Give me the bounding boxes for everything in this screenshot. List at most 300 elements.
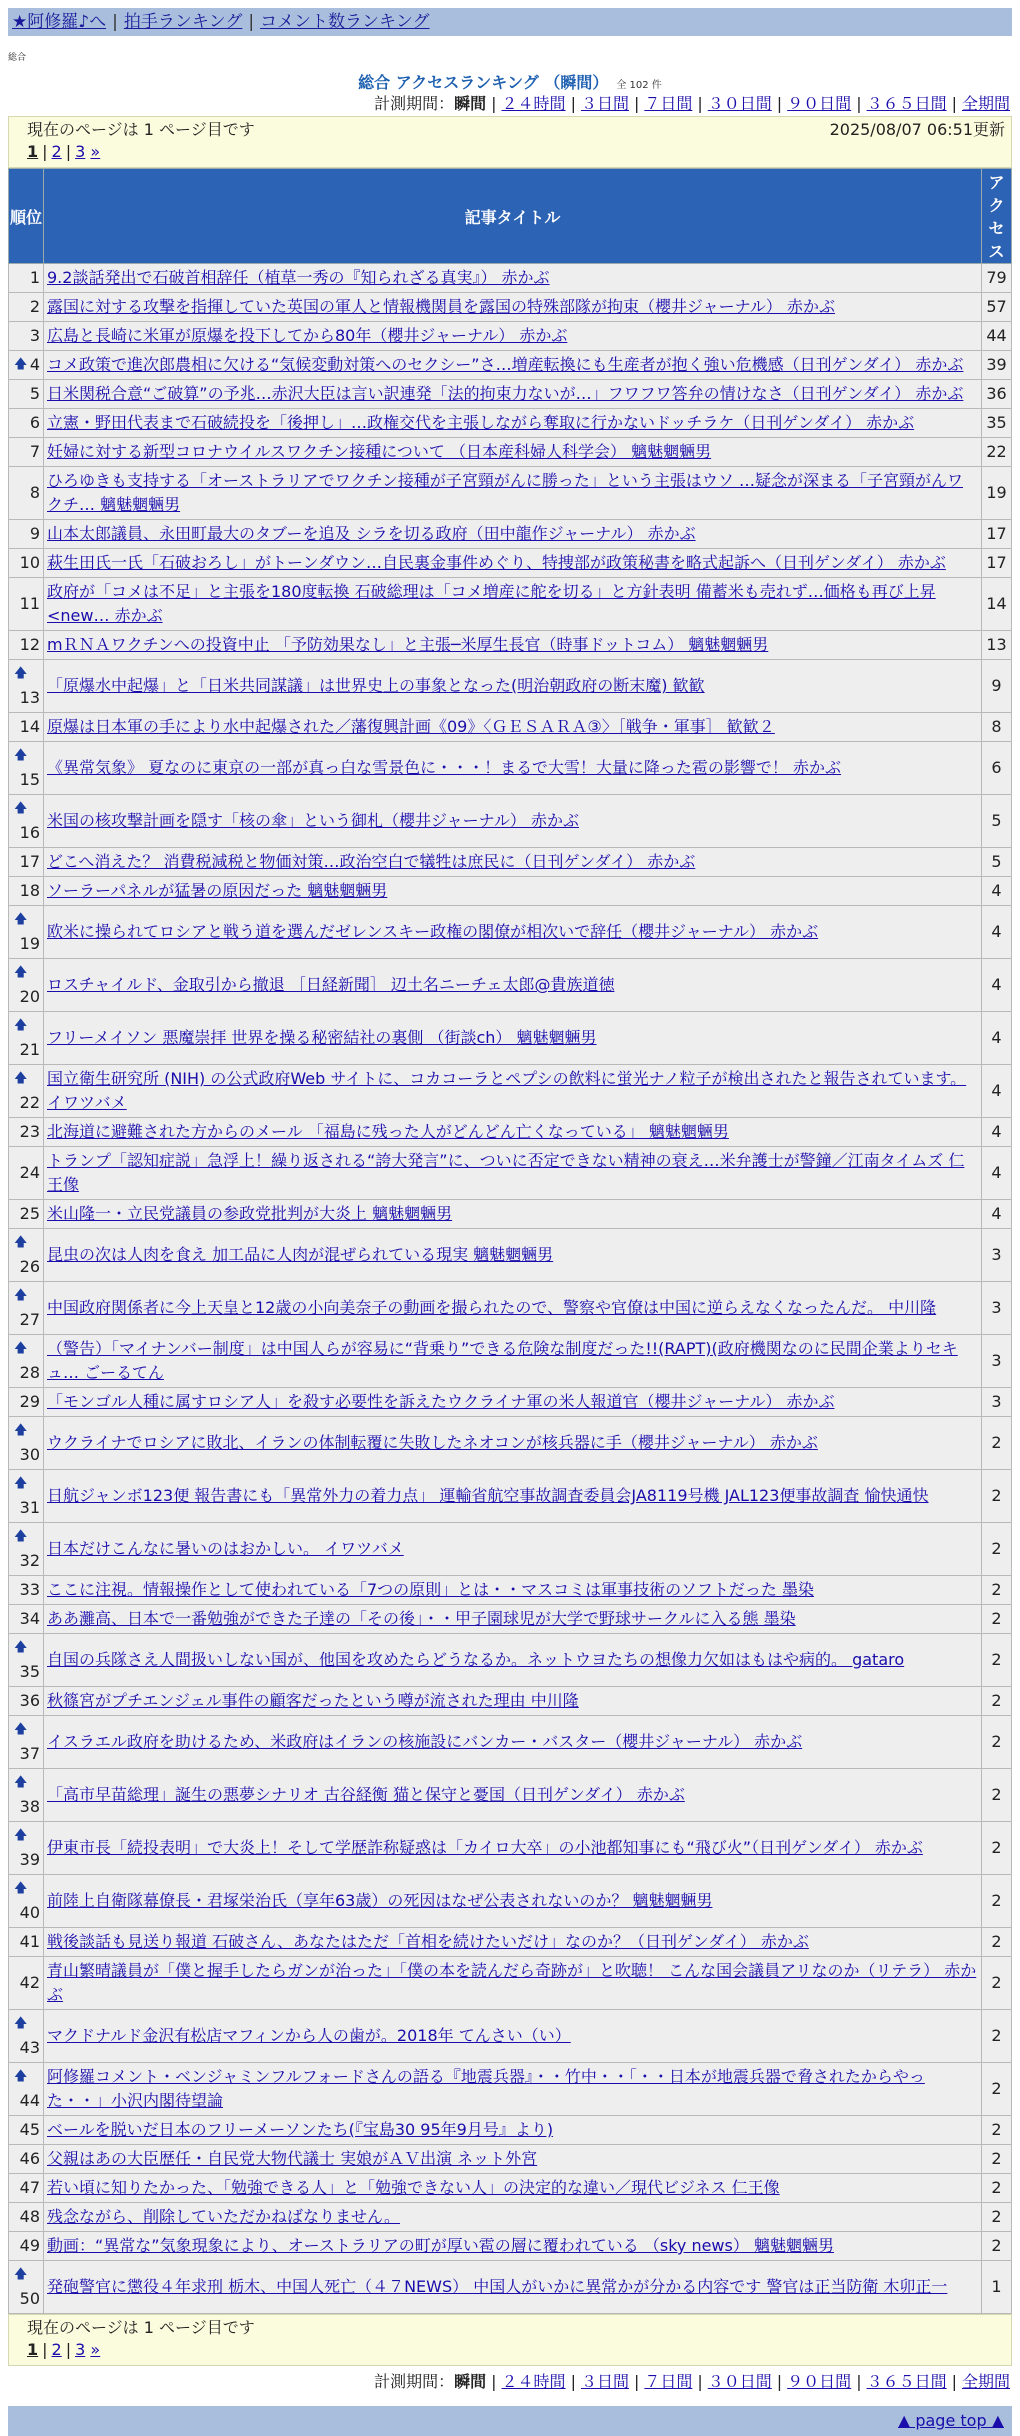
pagination [27,141,1005,163]
article-link[interactable]: 北海道に避難された方からのメール 「福島に残った人がどんどん亡くなっている」 魑魅魍魎男 [47,1122,729,1141]
rank-cell [9,2203,44,2232]
table-row [9,2010,1012,2063]
article-link[interactable]: 米国の核攻撃計画を隠す「核の傘」という御札（櫻井ジャーナル） 赤かぶ [47,811,579,830]
table-row [9,1470,1012,1523]
title-cell [44,1012,982,1065]
rank-cell [9,549,44,578]
access-count: 2 [982,1822,1012,1875]
arrow-up-icon: 🡅 [14,1722,28,1737]
period-separator: | [570,94,576,113]
access-count: 14 [982,578,1012,631]
page-number-link[interactable]: 3 [75,142,86,161]
table-row [9,959,1012,1012]
rank-number: 28 [19,1363,40,1382]
arrow-up-icon: 🡅 [14,1881,28,1896]
access-count: 3 [982,1282,1012,1335]
access-count: 17 [982,549,1012,578]
arrow-up-icon: 🡅 [14,965,28,980]
title-cell [44,1118,982,1147]
article-link[interactable]: どこへ消えた？ 消費税減税と物価対策…政治空白で犠牲は庶民に（日刊ゲンダイ） 赤かぶ [47,852,696,871]
table-row [9,1576,1012,1605]
period-option-link[interactable]: ３日間 [580,94,629,113]
article-link[interactable]: 立憲・野田代表まで石破続投を「後押し」…政権交代を主張しながら奪取に行かないドッチラケ（日刊ゲンダイ） 赤かぶ [47,413,915,432]
rank-cell [9,1957,44,2010]
access-count: 4 [982,877,1012,906]
table-row [9,549,1012,578]
period-option-link[interactable]: ３６５日間 [866,94,947,113]
access-count: 3 [982,1229,1012,1282]
rank-number: 15 [19,770,40,789]
access-count: 5 [982,795,1012,848]
rank-cell [9,578,44,631]
table-row [9,1229,1012,1282]
table-row [9,2116,1012,2145]
page-number-current: 1 [27,2340,39,2359]
title-cell [44,1875,982,1928]
access-count: 2 [982,1957,1012,2010]
arrow-up-icon: 🡅 [14,1341,28,1356]
article-link[interactable]: 発砲警官に懲役４年求刑 栃木、中国人死亡（４７NEWS） 中国人がいかに異常かが分かる内容です 警官は正当防衛 木卯正一 [47,2277,948,2296]
rank-cell [9,1200,44,1229]
access-count: 2 [982,1470,1012,1523]
rank-number: 7 [29,442,40,461]
access-count: 2 [982,1523,1012,1576]
period-option-link[interactable]: ７日間 [644,94,693,113]
rank-cell [9,1147,44,1200]
rank-cell [9,1388,44,1417]
title-cell [44,1523,982,1576]
period-separator: | [633,2372,640,2391]
table-row [9,1716,1012,1769]
article-link[interactable]: トランプ「認知症説」急浮上！繰り返される“誇大発言”に、ついに否定できない精神の衰え…米弁護士が警鐘／江南タイムズ 仁王像 [47,1151,965,1194]
title-cell [44,660,982,713]
period-option-current: 瞬間 [454,2372,487,2391]
rank-number: 23 [19,1122,40,1141]
article-link[interactable]: ベールを脱いだ日本のフリーメーソンたち(『宝島30 95年9月号』より) [47,2120,554,2139]
article-link[interactable]: mＲＮＡワクチンへの投資中止 「予防効果なし」と主張─米厚生長官（時事ドットコム） 魑魅魍魎男 [47,635,769,654]
access-count: 19 [982,467,1012,520]
article-link[interactable]: 秋篠宮がプチエンジェル事件の顧客だったという噂が流された理由 中川隆 [47,1691,579,1710]
article-link[interactable]: 中国政府関係者に今上天皇と12歳の小向美奈子の動画を撮られたので、警察や官僚は中国に逆らえなくなったんだ。 中川隆 [47,1298,937,1317]
nav-separator: | [248,12,255,32]
rank-cell [9,409,44,438]
rank-cell [9,2261,44,2314]
access-count: 2 [982,1875,1012,1928]
rank-cell [9,2174,44,2203]
title-cell [44,1634,982,1687]
period-option-link[interactable]: ７日間 [644,2372,693,2391]
access-count: 3 [982,1335,1012,1388]
access-count: 9 [982,660,1012,713]
title-cell [44,1928,982,1957]
footer-bar [8,2406,1012,2436]
rank-number: 17 [19,852,40,871]
title-cell [44,1417,982,1470]
rank-number: 32 [19,1551,40,1570]
table-row [9,848,1012,877]
arrow-up-icon: 🡅 [14,1288,28,1303]
title-cell [44,438,982,467]
article-link[interactable]: コメ政策で進次郎農相に欠ける“気候変動対策へのセクシー”さ…増産転換にも生産者が抱く強い危機感（日刊ゲンダイ） 赤かぶ [47,355,964,374]
title-cell [44,1576,982,1605]
article-link[interactable]: マクドナルド金沢有松店マフィンから人の歯が。2018年 てんさい（い） [47,2026,571,2045]
article-link[interactable]: 国立衛生研究所 (NIH) の公式政府Web サイトに、コカコーラとペプシの飲料に蛍光ナノ粒子が検出されたと報告されています。 イワツバメ [47,1069,967,1112]
rank-cell [9,2145,44,2174]
rank-cell [9,660,44,713]
rank-number: 24 [19,1163,40,1182]
title-cell [44,322,982,351]
page-number-link[interactable]: 3 [75,2340,86,2359]
article-link[interactable]: 自国の兵隊さえ人間扱いしない国が、他国を攻めたらどうなるか。ネットウヨたちの想像力欠如はもはや病的。 gataro [47,1650,905,1669]
article-link[interactable]: 残念ながら、削除していただかねばなりません。 [47,2207,400,2226]
title-cell [44,1282,982,1335]
access-header: アクセス [982,169,1012,264]
rank-cell [9,1605,44,1634]
table-row [9,660,1012,713]
period-separator: | [856,94,862,113]
rank-number: 10 [19,553,40,572]
arrow-up-icon: 🡅 [14,1828,28,1843]
access-count: 2 [982,1928,1012,1957]
title-cell [44,467,982,520]
period-separator: | [951,2372,957,2391]
access-count: 35 [982,409,1012,438]
title-cell [44,2203,982,2232]
title-cell [44,1822,982,1875]
table-row [9,264,1012,293]
title-cell [44,1687,982,1716]
title-cell [44,1470,982,1523]
article-link[interactable]: （警告）「マイナンバー制度」は中国人らが容易に“背乗り”できる危険な制度だった!!(RAPT)(政府機関なのに民間企業よりセキュ… ごーるてん [47,1339,958,1382]
period-separator: | [633,94,640,113]
title-cell [44,1065,982,1118]
title-cell [44,959,982,1012]
rank-number: 49 [19,2236,40,2255]
table-row [9,631,1012,660]
clap-ranking-link[interactable]: 拍手ランキング [123,12,243,32]
rank-cell [9,795,44,848]
period-separator: | [697,2372,703,2391]
table-row [9,2203,1012,2232]
article-link[interactable]: 9.2談話発出で石破首相辞任（植草一秀の『知られざる真実』） 赤かぶ [47,268,550,287]
rank-number: 12 [19,635,40,654]
title-cell [44,1716,982,1769]
period-separator: | [491,94,497,113]
rank-number: 38 [19,1797,40,1816]
rank-number: 34 [19,1609,40,1628]
article-link[interactable]: イスラエル政府を助けるため、米政府はイランの核施設にバンカー・バスター（櫻井ジャーナル） 赤かぶ [47,1732,803,1751]
article-link[interactable]: 政府が「コメは不足」と主張を180度転換 石破総理は「コメ増産に舵を切る」と方針表明 備蓄米も売れず…価格も再び上昇<new… 赤かぶ [47,582,936,625]
article-link[interactable]: 「高市早苗総理」誕生の悪夢シナリオ 古谷経衡 猫と保守と憂国（日刊ゲンダイ） 赤かぶ [47,1785,685,1804]
article-link[interactable]: 青山繁晴議員が「僕と握手したらガンが治った」「僕の本を読んだら奇跡が」と吹聴！ こんな国会議員アリなのか（リテラ） 赤かぶ [47,1961,977,2004]
access-count: 57 [982,293,1012,322]
rank-number: 50 [19,2289,40,2308]
rank-number: 4 [29,355,40,374]
period-separator: | [776,94,783,113]
table-row [9,1605,1012,1634]
article-link[interactable]: 《異常気象》 夏なのに東京の一部が真っ白な雪景色に・・・！まるで大雪！大量に降った雹の影響で！ 赤かぶ [47,758,842,777]
rank-number: 21 [19,1040,40,1059]
table-row [9,1523,1012,1576]
table-row [9,1012,1012,1065]
rank-number: 20 [19,987,40,1006]
table-row [9,2174,1012,2203]
pagination [27,2339,1005,2361]
period-option-link[interactable]: 全期間 [961,2372,1010,2391]
access-count: 6 [982,742,1012,795]
article-link[interactable]: 原爆は日本軍の手により水中起爆された／藩復興計画《09》〈ＧＥＳＡＲＡ③〉［戦争・軍事］ 歓歓２ [47,717,775,736]
article-link[interactable]: 若い頃に知りたかった、「勉強できる人」と「勉強できない人」の決定的な違い／現代ビジネス 仁王像 [47,2178,780,2197]
rank-cell [9,631,44,660]
period-selector-bottom [0,2370,1010,2394]
rank-number: 5 [29,384,40,403]
title-header: 記事タイトル [44,169,982,264]
table-row [9,1928,1012,1957]
table-row [9,1417,1012,1470]
arrow-up-icon: 🡅 [14,1018,28,1033]
article-link[interactable]: 「原爆水中起爆」と「日米共同謀議」は世界史上の事象となった(明治朝政府の断末魔) 歓歓 [47,676,705,695]
article-link[interactable]: ロスチャイルド、金取引から撤退 ［日経新聞］ 辺土名ニーチェ太郎@貴族道徳 [47,975,615,994]
title-cell [44,1388,982,1417]
title-cell [44,713,982,742]
period-option-link[interactable]: ３日間 [580,2372,629,2391]
title-cell [44,1229,982,1282]
title-cell [44,2010,982,2063]
article-link[interactable]: 昆虫の次は人肉を食え 加工品に人肉が混ぜられている現実 魑魅魍魎男 [47,1245,554,1264]
table-row [9,1957,1012,2010]
article-link[interactable]: 父親はあの大臣歴任・自民党大物代議士 実娘がＡＶ出演 ネット外宮 [47,2149,538,2168]
rank-number: 8 [29,483,40,502]
rank-number: 43 [19,2038,40,2057]
rank-number: 30 [19,1445,40,1464]
rank-number: 9 [29,524,40,543]
period-option-current: 瞬間 [454,94,487,113]
table-row [9,906,1012,959]
title-cell [44,877,982,906]
period-option-link[interactable]: ２４時間 [501,94,566,113]
table-row [9,1388,1012,1417]
total-count: 全 102 件 [616,80,662,91]
rank-cell [9,2232,44,2261]
title-cell [44,1957,982,2010]
page-separator: | [65,142,72,161]
table-row [9,795,1012,848]
rank-header: 順位 [9,169,44,264]
table-row [9,2261,1012,2314]
rank-cell [9,906,44,959]
arrow-up-icon: 🡅 [14,1529,28,1544]
rank-number: 35 [19,1662,40,1681]
access-count: 22 [982,438,1012,467]
title-cell [44,1200,982,1229]
table-row [9,1822,1012,1875]
rank-cell [9,848,44,877]
access-count: 4 [982,1012,1012,1065]
home-link[interactable]: ★阿修羅♪へ [12,12,107,32]
article-link[interactable]: 欧米に操られてロシアと戦う道を選んだゼレンスキー政権の閣僚が相次いで辞任（櫻井ジャーナル） 赤かぶ [47,922,819,941]
period-option-link[interactable]: ９０日間 [787,94,852,113]
access-count: 3 [982,1388,1012,1417]
article-link[interactable]: 米山隆一・立民党議員の参政党批判が大炎上 魑魅魍魎男 [47,1204,453,1223]
arrow-up-icon: 🡅 [14,1775,28,1790]
page-info-box-bottom [8,2314,1012,2366]
next-page-link[interactable]: » [90,142,101,161]
rank-cell [9,1875,44,1928]
updated-timestamp: 2025/08/07 06:51更新 [829,120,1005,139]
period-separator: | [697,94,703,113]
article-link[interactable]: 動画：“異常な”気象現象により、オーストラリアの町が厚い雹の層に覆われている （sky news） 魑魅魍魎男 [47,2236,834,2255]
table-row [9,1282,1012,1335]
arrow-up-icon: 🡅 [14,357,28,372]
access-count: 4 [982,959,1012,1012]
title-cell [44,631,982,660]
page-number-link[interactable]: 2 [51,2340,62,2359]
rank-cell [9,1576,44,1605]
article-link[interactable]: 戦後談話も見送り報道 石破さん、あなたはただ「首相を続けたいだけ」なのか？（日刊ゲンダイ） 赤かぶ [47,1932,809,1951]
article-link[interactable]: 伊東市長「続投表明」で大炎上！そして学歴詐称疑惑は「カイロ大卒」の小池都知事にも“飛び火”（日刊ゲンダイ） 赤かぶ [47,1838,923,1857]
access-count: 4 [982,1118,1012,1147]
rank-cell [9,1928,44,1957]
rank-cell [9,1687,44,1716]
article-link[interactable]: ここに注視。情報操作として使われている「7つの原則」とは・・マスコミは軍事技術のソフトだった 墨染 [47,1580,814,1599]
page-separator: | [65,2340,72,2359]
table-row [9,1200,1012,1229]
access-count: 2 [982,1417,1012,1470]
table-row [9,742,1012,795]
article-link[interactable]: 日米関税合意“ご破算”の予兆…赤沢大臣は言い訳連発「法的拘束力ないが…」フワフワ答弁の情けなさ（日刊ゲンダイ） 赤かぶ [47,384,964,403]
period-option-link[interactable]: ３０日間 [707,94,772,113]
table-row [9,1065,1012,1118]
rank-number: 41 [19,1932,40,1951]
title-cell [44,2116,982,2145]
table-row [9,293,1012,322]
access-count: 8 [982,713,1012,742]
arrow-up-icon: 🡅 [14,1071,28,1086]
period-option-link[interactable]: ３６５日間 [866,2372,947,2391]
page-top-link[interactable]: ▲ page top ▲ [897,2411,1004,2430]
article-link[interactable]: 山本太郎議員、永田町最大のタブーを追及 シラを切る政府（田中龍作ジャーナル） 赤かぶ [47,524,696,543]
arrow-up-icon: 🡅 [14,2267,28,2282]
arrow-up-icon: 🡅 [14,801,28,816]
rank-number: 40 [19,1903,40,1922]
rank-cell [9,293,44,322]
access-count: 4 [982,1065,1012,1118]
category-label: 総合 [8,53,27,63]
title-cell [44,906,982,959]
title-cell [44,795,982,848]
title-cell [44,293,982,322]
period-option-link[interactable]: ２４時間 [501,2372,566,2391]
access-count: 1 [982,2261,1012,2314]
access-count: 2 [982,2232,1012,2261]
rank-cell [9,1470,44,1523]
current-page-text: 現在のページは 1 ページ目です [27,120,255,139]
rank-cell [9,2063,44,2116]
period-option-link[interactable]: ３０日間 [707,2372,772,2391]
rank-cell [9,1282,44,1335]
article-link[interactable]: 日本だけこんなに暑いのはおかしい。 イワツバメ [47,1539,404,1558]
access-count: 2 [982,2203,1012,2232]
rank-number: 45 [19,2120,40,2139]
arrow-up-icon: 🡅 [14,1640,28,1655]
access-count: 13 [982,631,1012,660]
rank-cell [9,1229,44,1282]
access-count: 2 [982,2145,1012,2174]
rank-cell [9,713,44,742]
table-row [9,409,1012,438]
article-link[interactable]: ひろゆきも支持する「オーストラリアでワクチン接種が子宮頸がんに勝った」という主張はウソ …疑念が深まる「子宮頸がんワクチ… 魑魅魍魎男 [47,471,963,514]
rank-cell [9,1822,44,1875]
rank-cell [9,1012,44,1065]
access-count: 5 [982,848,1012,877]
title-cell [44,742,982,795]
access-count: 36 [982,380,1012,409]
rank-cell [9,467,44,520]
period-option-link[interactable]: 全期間 [961,94,1010,113]
period-separator: | [776,2372,783,2391]
current-page-text: 現在のページは 1 ページ目です [27,2318,255,2337]
period-separator: | [570,2372,576,2391]
table-header-row [9,169,1012,264]
period-label: 計測期間： [374,2372,455,2391]
period-selector [0,92,1010,116]
rank-number: 2 [29,297,40,316]
table-row [9,2232,1012,2261]
comment-ranking-link[interactable]: コメント数ランキング [260,12,430,32]
access-count: 4 [982,906,1012,959]
article-link[interactable]: 阿修羅コメント・ベンジャミンフルフォードさんの語る『地震兵器』・・竹中・・「・・日本が地震兵器で脅されたからやった・・」小沢内閣待望論 [47,2067,925,2110]
rank-number: 14 [19,717,40,736]
access-count: 4 [982,1200,1012,1229]
page-number-link[interactable]: 2 [51,142,62,161]
article-link[interactable]: 妊婦に対する新型コロナウイルスワクチン接種について （日本産科婦人科学会） 魑魅魍魎男 [47,442,712,461]
article-link[interactable]: 広島と長崎に米軍が原爆を投下してから80年（櫻井ジャーナル） 赤かぶ [47,326,568,345]
rank-number: 44 [19,2091,40,2110]
table-row [9,520,1012,549]
title-cell [44,264,982,293]
rank-number: 39 [19,1850,40,1869]
rank-cell [9,1716,44,1769]
period-label: 計測期間： [374,94,455,113]
access-count: 2 [982,1634,1012,1687]
title-cell [44,2232,982,2261]
article-link[interactable]: 「モンゴル人種に属すロシア人」を殺す必要性を訴えたウクライナ軍の米人報道官（櫻井ジャーナル） 赤かぶ [47,1392,835,1411]
article-link[interactable]: 前陸上自衛隊幕僚長・君塚栄治氏（享年63歳）の死因はなぜ公表されないのか？ 魑魅魍魎男 [47,1891,713,1910]
table-row [9,713,1012,742]
article-link[interactable]: ああ灘高、日本で一番勉強ができた子達の「その後」・・甲子園球児が大学で野球サークルに入る態 墨染 [47,1609,796,1628]
rank-cell [9,351,44,380]
page-info-box [8,116,1012,168]
arrow-up-icon: 🡅 [14,666,28,681]
period-option-link[interactable]: ９０日間 [787,2372,852,2391]
table-row [9,438,1012,467]
article-link[interactable]: ソーラーパネルが猛暑の原因だった 魑魅魍魎男 [47,881,388,900]
article-link[interactable]: ウクライナでロシアに敗北、イランの体制転覆に失敗したネオコンが核兵器に手（櫻井ジャーナル） 赤かぶ [47,1433,818,1452]
access-count: 2 [982,2010,1012,2063]
access-count: 17 [982,520,1012,549]
title-cell [44,351,982,380]
arrow-up-icon: 🡅 [14,2016,28,2031]
ranking-title: 総合 アクセスランキング （瞬間） [358,73,609,92]
rank-number: 3 [29,326,40,345]
article-link[interactable]: 萩生田氏一氏「石破おろし」がトーンダウン…自民裏金事件めぐり、特捜部が政策秘書を略式起訴へ（日刊ゲンダイ） 赤かぶ [47,553,946,572]
page-number-current: 1 [27,142,39,161]
next-page-link[interactable]: » [90,2340,101,2359]
article-link[interactable]: フリーメイソン 悪魔崇拝 世界を操る秘密結社の裏側 （街談ch） 魑魅魍魎男 [47,1028,597,1047]
table-row [9,351,1012,380]
article-link[interactable]: 日航ジャンボ123便 報告書にも「異常外力の着力点」 運輸省航空事故調査委員会JA8119号機 JAL123便事故調査 愉快通快 [47,1486,929,1505]
article-link[interactable]: 露国に対する攻撃を指揮していた英国の軍人と情報機関員を露国の特殊部隊が拘束（櫻井ジャーナル） 赤かぶ [47,297,835,316]
